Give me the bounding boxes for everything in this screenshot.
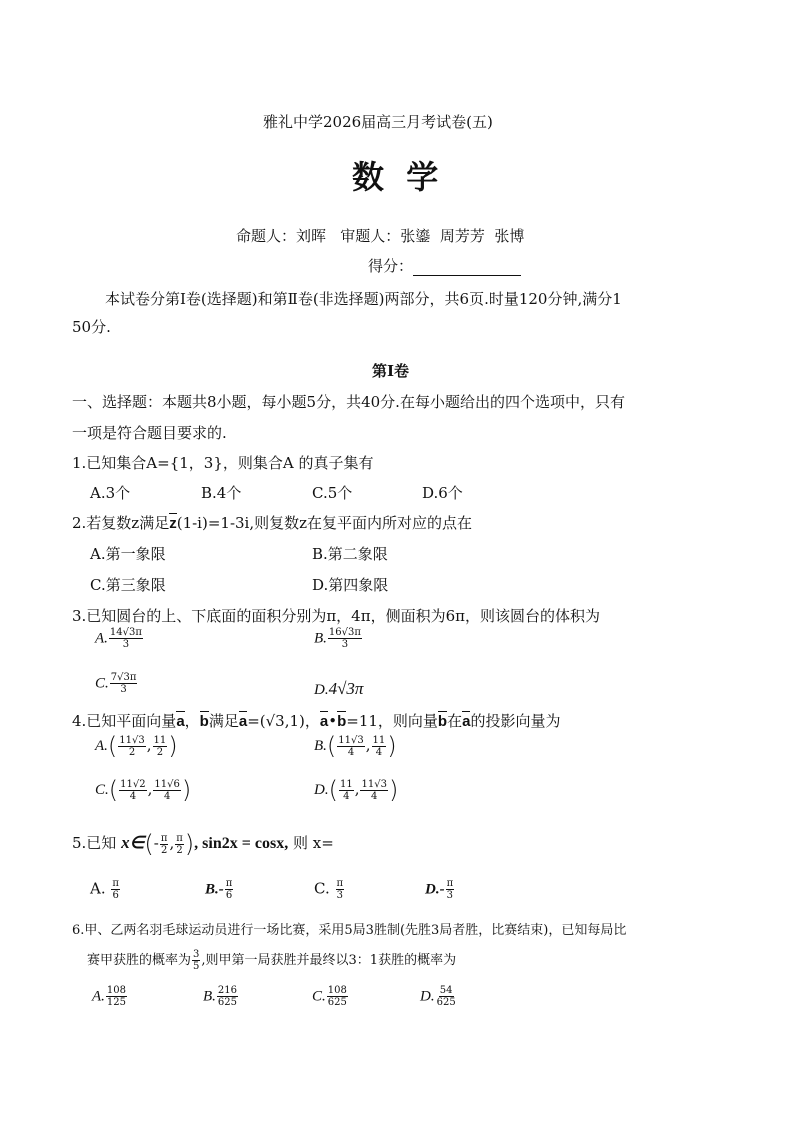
numerator: 11√3 [361,778,387,790]
numerator: 108 [106,985,127,996]
denominator: 4 [343,790,350,802]
right-paren: ) [388,776,399,804]
q3-option-d-label: D. [314,682,329,698]
score-field [368,255,521,276]
fraction [118,735,145,758]
q5-option-d [425,878,455,901]
q4-stem [72,710,560,731]
fraction [119,779,146,802]
fraction [106,985,127,1008]
q6-option-a [92,985,128,1008]
q1-option-a: A.3个 [90,484,131,502]
author-line: 命题人：刘晖 审题人：张鎏 周芳芳 张博 [236,227,525,245]
fraction [175,833,184,856]
denominator: 3 [120,684,127,695]
q5-option-c-label: C. [314,879,330,898]
left-paren: ( [328,776,338,804]
section-instruction-2: 一项是符合题目要求的. [72,424,227,442]
fraction [217,985,238,1008]
q3-option-c-label: C. [95,675,109,692]
numerator: π [176,832,183,844]
denominator: 6 [225,890,233,901]
q4-option-a-label: A. [95,738,108,754]
numerator: 11√6 [154,778,180,790]
numerator: π [160,832,168,844]
q6-option-c-label: C. [312,988,326,1005]
q2-option-d: D.第四象限 [312,576,389,594]
denominator: 125 [106,997,127,1008]
q2-stem-b: (1-i)=1-3i,则复数z在复平面内所对应的点在 [176,514,473,532]
numerator: π [225,878,233,889]
fraction [372,735,387,758]
q4-option-d: D.( $\frac{11}{4}$ , $\frac{11√3}{4}$ ) [314,776,399,804]
right-paren: ) [387,732,397,760]
q3-option-a [95,627,144,650]
numerator: 54 [439,985,453,996]
q2-option-b: B.第二象限 [312,545,388,563]
right-paren: ) [168,732,178,760]
subject-title: 数 学 [352,158,439,196]
q3-option-a-label: A. [95,630,108,647]
fraction [360,779,387,802]
denominator: 4 [163,790,171,802]
q3-stem: 3.已知圆台的上、下底面的面积分别为π，4π，侧面积为6π，则该圆台的体积为 [72,607,600,625]
q1-option-c: C.5个 [312,484,353,502]
q4-option-b: B.( $\frac{11√3}{4}$ , $\frac{11}{4}$ ) [314,732,397,760]
q5-stem-a: 5.已知 [72,834,117,852]
q4-option-a: A.( $\frac{11√3}{2}$ , $\frac{11}{2}$ ) [95,732,178,760]
q6-option-a-label: A. [92,988,105,1005]
denominator: 2 [156,746,164,758]
q5-equation: , sin2x = cosx, [194,835,289,852]
numerator: 216 [217,985,238,996]
minus: - [153,834,159,852]
q6-option-b [203,985,239,1008]
fraction [225,878,234,901]
score-blank [413,261,521,276]
q3-option-c-fraction [110,672,138,695]
q4-stem-b: 满足 [208,712,239,730]
denominator: 4 [371,790,378,802]
intro-line-2: 50分. [72,318,111,336]
q4-vector-a-2: a [238,713,248,730]
q4-vector-a-3: a [319,713,329,730]
denominator: 625 [436,997,456,1008]
denominator: 3 [336,890,343,901]
q2-option-a: A.第一象限 [90,545,166,563]
q3-option-c [95,672,138,695]
denominator: 4 [347,746,355,758]
q4-stem-c: =(√3,1)， [247,712,320,730]
denominator: 3 [122,639,130,650]
numerator: 14√3π [109,627,142,638]
denominator: 4 [375,746,383,758]
section-title: 第Ⅰ卷 [372,362,410,380]
numerator: 11√3 [119,734,145,746]
fraction [337,735,364,758]
q3-option-b-label: B. [314,630,327,647]
q5-math: x∈ [121,833,145,852]
q4-option-b-label: B. [314,738,327,754]
q2-conjugate-z: z [169,515,177,532]
q6-option-d [420,985,458,1008]
q1-option-b: B.4个 [201,484,242,502]
right-paren: ) [181,776,192,804]
q5-option-a [90,878,121,901]
q4-stem-d: =11，则向量 [346,712,438,730]
q3-option-d [314,679,363,699]
intro-line-1: 本试卷分第Ⅰ卷(选择题)和第Ⅱ卷(非选择题)两部分，共6页.时量120分钟,满分1 [105,290,622,308]
left-paren: ( [108,776,119,804]
q4-stem-a: 4.已知平面向量 [72,712,177,730]
q5-option-c [314,878,345,901]
numerator: 3 [193,949,200,960]
q6-option-c [312,985,349,1008]
numerator: 11 [153,734,167,746]
fraction [446,878,455,901]
q3-option-d-value: 4√3π [328,679,364,698]
left-paren: ( [326,732,337,760]
q4-option-c-label: C. [95,782,109,798]
numerator: 11√2 [120,778,146,790]
denominator: 2 [176,844,183,856]
q6-stem-line-2 [87,949,456,972]
fraction [336,878,345,901]
q5-option-b [205,878,234,901]
q5-option-a-label: A. [90,879,106,898]
q4-stem-e: 在 [447,712,463,730]
q4-stem-f: 的投影向量为 [470,712,561,730]
q4-vector-a: a [176,713,185,730]
fraction [339,779,354,802]
denominator: 2 [160,844,168,856]
fraction [111,878,120,901]
numerator: 16√3π [328,627,361,638]
q6-option-d-label: D. [420,988,435,1005]
numerator: π [336,878,344,889]
q1-stem: 1.已知集合A={1，3}，则集合A 的真子集有 [72,454,374,472]
fraction [153,735,168,758]
q5-option-b-label: B.- [205,881,224,898]
q5-option-d-label: D.- [425,881,445,898]
q4-vector-b-3: b [437,713,448,730]
denominator: 3 [446,890,454,901]
fraction [160,833,169,856]
school-title: 雅礼中学2026届高三月考试卷(五) [263,113,493,131]
numerator: 11 [339,778,353,790]
denominator: 625 [327,997,347,1008]
denominator: 5 [193,961,200,972]
q2-stem-a: 2.若复数z满足 [72,514,170,532]
q6-stem-line-1: 6.甲、乙两名羽毛球运动员进行一场比赛，采用5局3胜制(先胜3局者胜，比赛结束)，已知每局比 [72,923,627,938]
q4-vector-a-4: a [462,713,471,730]
q5-stem: 5.已知 x∈(- $\frac{\pi}{2}$ , $\frac{\pi}{2}$ ), sin2x = cosx, 则 x= [72,830,334,858]
denominator: 3 [341,639,349,650]
fraction [436,985,457,1008]
q3-option-b-fraction [328,627,362,650]
q4-sep: ， [184,712,200,730]
numerator: π [446,878,454,889]
numerator: 11√3 [338,734,364,746]
q2-option-c: C.第三象限 [90,576,166,594]
numerator: π [112,878,119,889]
denominator: 6 [112,890,119,901]
q4-vector-b: b [199,713,209,730]
q4-option-d-label: D. [314,782,329,798]
q2-stem [72,512,472,533]
left-paren: ( [107,732,118,760]
fraction [327,985,348,1008]
denominator: 2 [128,746,136,758]
fraction [153,779,180,802]
left-paren: ( [144,830,154,858]
q3-option-b [314,627,363,650]
q6-stem-line-2-b: ,则甲第一局获胜并最终以3：1获胜的概率为 [201,953,457,968]
right-paren: ) [184,830,195,858]
q5-stem-c: 则 x= [292,834,334,852]
denominator: 4 [129,790,137,802]
numerator: 7√3π [110,672,137,683]
q6-option-b-label: B. [203,988,216,1005]
numerator: 11 [372,734,386,746]
q4-option-c: C.( $\frac{11√2}{4}$ , $\frac{11√6}{4}$ ) [95,776,192,804]
numerator: 108 [327,985,347,996]
q4-vector-b-2: b [337,713,347,730]
q1-option-d: D.6个 [422,484,463,502]
q3-option-a-fraction [109,627,143,650]
fraction [192,949,200,972]
section-instruction-1: 一、选择题：本题共8小题，每小题5分，共40分.在每小题给出的四个选项中，只有 [72,393,625,411]
q4-dot: • [328,712,338,730]
q6-stem-line-2-a: 赛甲获胜的概率为 [87,953,192,968]
score-label: 得分： [368,257,414,275]
denominator: 625 [217,997,238,1008]
